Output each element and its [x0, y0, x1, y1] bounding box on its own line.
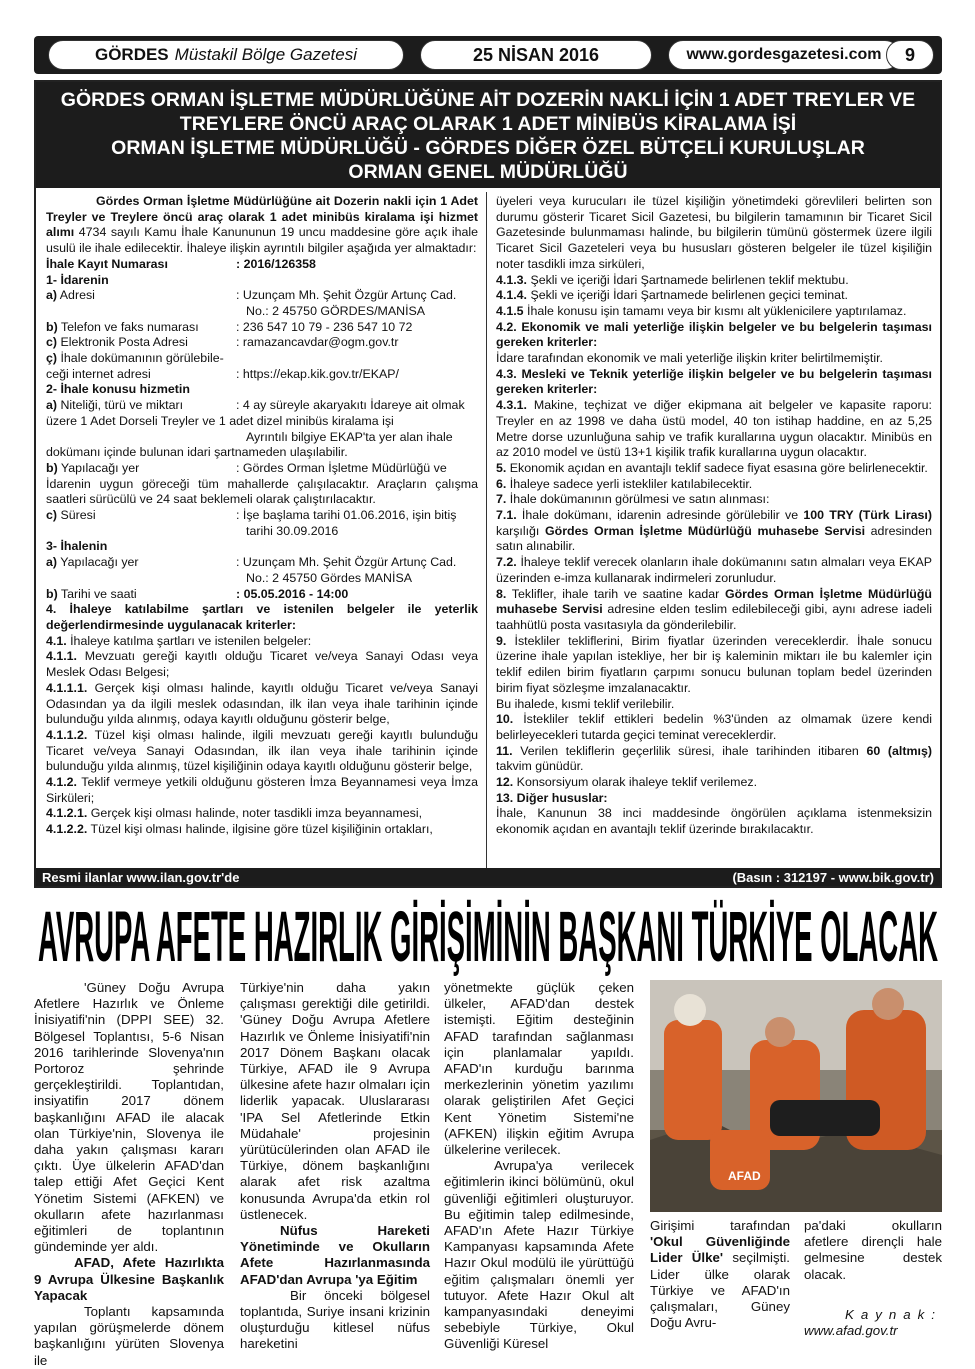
para-4-3-title: 4.3. Mesleki ve Teknik yeterliğe ilişkin belgeler ve bu belgelerin taşıması gereken kriterler:	[496, 366, 932, 397]
para-4-1-4: 4.1.4. Şekli ve içeriği İdari Şartnamede belirlenen geçici teminat.	[496, 288, 848, 303]
source-label: Kaynak:	[844, 1306, 942, 1322]
masthead-bar	[34, 36, 942, 74]
news-para: Bir önceki bölgesel toplantıda, Suriye insani krizinin oluşturduğu kitlesel nüfus hareketini	[240, 1287, 430, 1352]
news-headline-text: AVRUPA AFETE HAZIRLIK GİRİŞİMİNİN BAŞKANI TÜRKİYE OLACAK	[38, 895, 938, 977]
para-11: 11. Verilen tekliflerin geçerlilik süresi, ihale tarihinden itibaren 60 (altmış) takvim günüdür.	[496, 743, 932, 774]
para-8: 8. Teklifler, ihale tarih ve saatine kadar Gördes Orman İşletme Müdürlüğü muhasebe Servisi adresine elden teslim edilebileceği gibi, aynı adrese iadeli taahhütlü posta vasıtasıyla da gönderilebilir.	[496, 586, 933, 632]
news-para: Girişimi tarafından 'Okul Güvenliğinde Lider Ülke' seçilmişti. Lider ülke olarak Türkiye ve AFAD'ın çalışmaları, Güney Doğu Avru-	[650, 1218, 790, 1331]
footer-left: Resmi ilanlar www.ilan.gov.tr'de	[42, 869, 240, 885]
ilan-title-line: ORMAN GENEL MÜDÜRLÜĞÜ	[348, 161, 628, 183]
section-2-title: 2- İhale konusu hizmetin	[46, 382, 190, 397]
news-para: yönetmekte güçlük çeken ülkeler, AFAD'dan destek istemişti. Eğitim desteğinin AFAD tarafından sağlanması için planlamalar yapıldı. AFAD'ın kurduğu barınma merkezlerinin yönetim yazılımı olarak geliştirilen Afet Geçici Kent Yönetim Sistemi'ne (AFKEN) ilişkin eğitim Avrupa ülkelerine verilecek.	[444, 980, 634, 1158]
news-para: pa'daki okulların afetlere dirençli hale gelmesine destek olacak.	[804, 1218, 942, 1282]
para-4-1-1-2: 4.1.1.2. Tüzel kişi olması halinde, ilgili mevzuatı gereği kayıtlı bulunduğu Ticaret ve/veya Sanayi Odasından, ilk ilan veya ihale tarihinin içinde bulunduğu yılda alınmış, tüzel kişiliğinin odaya kayıtlı olduğunu gösterir belge,	[46, 727, 478, 774]
para-13-title: 13. Diğer hususlar:	[496, 790, 608, 805]
news-column-3	[444, 980, 634, 1353]
ilan-left-column	[46, 194, 478, 838]
news-column-5	[804, 1218, 942, 1339]
nitelik-cont-3: dokümanı içinde bulunan idari şartnameden ulaşılabilir.	[46, 445, 348, 460]
adres-row-2: No.: 2 45750 GÖRDES/MANİSA	[246, 303, 426, 318]
para-12: 12. Konsorsiyum olarak ihaleye teklif verilemez.	[496, 775, 758, 790]
para-4-2-title: 4.2. Ekonomik ve mali yeterliğe ilişkin belgeler ve bu belgelerin taşıması gereken kriterler:	[496, 319, 932, 350]
nitelik-cont: üzere 1 Adet Dorseli Treyler ve 1 adet dizel minibüs kiralama işi	[46, 413, 394, 428]
news-column-1	[34, 980, 224, 1369]
ilan-intro: Gördes Orman İşletme Müdürlüğüne ait Dozerin nakli için 1 Adet Treyler ve Treylere öncü araç olarak 1 adet minibüs kiralama işi hizmet alımı 4734 sayılı Kamu İhale Kanununun 19 uncu maddesine göre açık ihale usulü ile ihale edilecektir. İhaleye ilişkin ayrıntılı bilgiler aşağıda yer almaktadır:	[46, 194, 478, 256]
ihale-yer-row: a) Yapılacağı yer : Uzunçam Mh. Şehit Özgür Artunç Cad.	[46, 555, 457, 570]
para-9-extra: Bu ihalede, kısmi teklif verilebilir.	[496, 696, 675, 711]
section-4-title: 4. İhaleye katılabilme şartları ve istenilen belgeler ile yeterlik değerlendirmesinde uygulanacak kriterler:	[46, 602, 478, 632]
news-para: Türkiye'nin daha yakın çalışması gerektiği dile getirildi. 'Güney Doğu Avrupa Afetlere Hazırlık ve Önleme İnisiyatifi'nin 2017 Dönem Başkanı olacak Türkiye, AFAD ile 9 Avrupa ülkesine afete hazır olmaları için liderlik yapacak. Uluslararası 'IPA Sel Afetlerinde Etkin Müdahale' projesinin yürütücülerinden olan AFAD ile Türkiye, dönem başkanlığını alarak afet risk azaltma konusunda Avrupa'da etkin rol üstlenecek.	[240, 980, 430, 1222]
news-headline	[34, 895, 942, 977]
source-url[interactable]: www.afad.gov.tr	[804, 1323, 898, 1339]
website-link[interactable]: www.gordesgazetesi.com	[668, 40, 900, 70]
adres-row: a) Adresi : Uzunçam Mh. Şehit Özgür Artunç Cad.	[46, 288, 457, 303]
para-4-1-2-2: 4.1.2.2. Tüzel kişi olması halinde, ilgisine göre tüzel kişiliğinin ortakları,	[46, 822, 433, 837]
ilan-title-line: ORMAN İŞLETME MÜDÜRLÜĞÜ - GÖRDES DİĞER ÖZEL BÜTÇELİ KURULUŞLAR	[111, 137, 865, 159]
dokuman-row: ceği internet adresi : https://ekap.kik.gov.tr/EKAP/	[46, 366, 399, 381]
afad-label: AFAD	[728, 1169, 761, 1183]
ilan-title	[36, 82, 940, 188]
para-4-1-2-1: 4.1.2.1. Gerçek kişi olması halinde, noter tasdikli imza beyannamesi,	[46, 806, 423, 821]
ilan-right-column	[496, 194, 932, 838]
paper-name-pill	[48, 40, 404, 70]
ilan-title-line: GÖRDES ORMAN İŞLETME MÜDÜRLÜĞÜNE AİT DOZERİN NAKLİ İÇİN 1 ADET TREYLER VE	[60, 89, 916, 111]
nitelik-cont-2: Ayrıntılı bilgiye EKAP'ta yer alan ihale	[246, 429, 453, 444]
column-divider	[486, 192, 487, 868]
news-subheading: Nüfus Hareketi Yönetiminde ve Okulların Afete Hazırlanmasında AFAD'dan Avrupa 'ya Eğitim	[240, 1223, 430, 1287]
section-1-title: 1- İdarenin	[46, 272, 109, 287]
kayit-row: İhale Kayıt Numarası : 2016/126358	[46, 256, 316, 271]
para-4-1-1: 4.1.1. Mevzuatı gereği kayıtlı olduğu Ticaret ve/veya Sanayi Odası veya Meslek Odası Belgesi;	[46, 649, 478, 680]
para-9: 9. İstekliler tekliflerini, Birim fiyatlar üzerinden vereceklerdir. İhale sonucu üzerine ihale yapılan istekliye, her bir iş kaleminin miktarı ile bu kalemler için teklif edilen birim fiyatların çarpımı sonucu bulunan toplam bedel üzerinden birim fiyat sözleşme imzalanacaktır.	[496, 633, 932, 695]
para-4-1-5: 4.1.5 İhale konusu işin tamamı veya bir kısmı alt yüklenicilere yaptırılamaz.	[496, 303, 907, 318]
page-number: 9	[886, 40, 934, 70]
afad-rescue-photo	[650, 980, 942, 1212]
ilan-title-line: TREYLERE ÖNCÜ ARAÇ OLARAK 1 ADET MİNİBÜS KİRALAMA İŞİ	[179, 113, 797, 135]
email-row: c) Elektronik Posta Adresi : ramazancavdar@ogm.gov.tr	[46, 335, 399, 350]
section-3-title: 3- İhalenin	[46, 539, 108, 554]
para-7: 7. İhale dokümanının görülmesi ve satın alınması:	[496, 492, 770, 507]
para-4-1-2: 4.1.2. Teklif vermeye yetkili olduğunu gösteren İmza Beyannamesi veya İmza Sirküleri;	[46, 775, 478, 805]
tarih-row: b) Tarihi ve saati : 05.05.2016 - 14:00	[46, 586, 349, 601]
news-column-2	[240, 980, 430, 1353]
para-4-1-1-1: 4.1.1.1. Gerçek kişi olması halinde, kayıtlı olduğu Ticaret ve/veya Sanayi Odasından ya da ilgili meslek odasından, ilk ilan veya ihale tarihinin içinde bulunduğu yılda alınmış, odaya kayıtlı olduğunu gösterir belge,	[46, 680, 478, 727]
news-para: Avrupa'ya verilecek eğitimlerin ikinci bölümünü, okul güvenliği eğitimleri oluşturuyor. Bu eğitimin talep edilmesinde, AFAD'ın Afete Hazır Türkiye Kampanyası kapsamında Afete Hazır Okul modülü ile yürüttüğü eğitim çalışmaları önemli yer tutuyor. Afete Hazır Okul alt kampanyasındaki deneyimi sebebiyle Türkiye, Okul Güvenliği Küresel	[444, 1158, 634, 1352]
para-4-2: İdare tarafından ekonomik ve mali yeterliğe ilişkin kriter belirtilmemiştir.	[496, 351, 884, 366]
para-10: 10. İstekliler teklif ettikleri bedelin %3'ünden az olmamak üzere kendi belirleyecekleri tutarda geçici teminat vereceklerdir.	[496, 712, 932, 742]
para-cont: üyeleri veya kurucuları ile tüzel kişiliğin yönetimdeki görevlileri belirten son durumu gösterir Ticaret Sicil Gazetesi, bu bilgilerin tamamının bir Ticaret Sicil Gazetesinde bulunmaması halinde, bu bilgilerin tümünü göstermek üzere ilgili Ticaret Sicil Gazeteleri veya bu hususları gösteren belgeler ile tüzel kişiliğin noter tasdikli imza sirküleri,	[496, 194, 932, 271]
yer-row: b) Yapılacağı yer : Gördes Orman İşletme Müdürlüğü ve	[46, 460, 447, 475]
nitelik-row: a) Niteliği, türü ve miktarı : 4 ay süreyle akaryakıtı İdareye ait olmak	[46, 398, 465, 413]
issue-date: 25 NİSAN 2016	[420, 40, 652, 70]
para-4-1: 4.1. İhaleye katılma şartları ve istenilen belgeler:	[46, 633, 312, 648]
para-13: İhale, Kanunun 38 inci maddesinde öngörülen açıklama istenmeksizin ekonomik açıdan en avantajlı teklif üzerinde bırakılacaktır.	[496, 806, 932, 837]
dokuman-label: ç) İhale dokümanının görülebile-	[46, 351, 224, 366]
news-subheading: AFAD, Afete Hazırlıkta 9 Avrupa Ülkesine Başkanlık Yapacak	[34, 1255, 224, 1303]
footer-right: (Basın : 312197 - www.bik.gov.tr)	[732, 869, 934, 885]
para-7-2: 7.2. İhaleye teklif verecek olanların ihale dokümanını satın almaları veya EKAP üzerinden e-imza kullanarak indirmeleri zorunludur.	[496, 555, 932, 585]
para-5: 5. Ekonomik açıdan en avantajlı teklif sadece fiyat esasına göre belirlenecektir.	[496, 460, 928, 475]
news-column-4	[650, 1218, 790, 1331]
ilan-footer	[36, 868, 940, 886]
para-7-1: 7.1. İhale dokümanı, idarenin adresinde görülebilir ve 100 TRY (Türk Lirası) karşılığı Gördes Orman İşletme Müdürlüğü muhasebe Servisi adresinden satın alınabilir.	[496, 508, 932, 554]
para-4-1-3: 4.1.3. Şekli ve içeriği İdari Şartnamede belirlenen teklif mektubu.	[496, 272, 849, 287]
sure-row-2: tarihi 30.09.2016	[246, 523, 339, 538]
sure-row: c) Süresi : İşe başlama tarihi 01.06.2016, işin bitiş	[46, 508, 457, 523]
paper-subtitle: Müstakil Bölge Gazetesi	[174, 45, 358, 64]
para-4-3-1: 4.3.1. Makine, teçhizat ve diğer ekipmana ait belgeler ve kapasite raporu: Treyler en az 1998 ve daha üstü model, 40 ton istihap haddine, en az 5,25 Metre dorse uzunluğuna sahip ve trafik kurallarına uygun olacaktır. Minibüs en az 2010 model ve üstü 13+1 kişilik trafik kurallarına uygun olacaktır.	[496, 398, 932, 460]
paper-name: GÖRDES	[94, 45, 169, 64]
news-para: Toplantı kapsamında yapılan görüşmelerde dönem başkanlığını yürüten Slovenya ile	[34, 1304, 224, 1368]
news-para: 'Güney Doğu Avrupa Afetlere Hazırlık ve Önleme İnisiyatifi'nin (DPPI SEE) 32. Bölgesel Toplantısı, 5-6 Nisan 2016 tarihlerinde Slovenya'nın Portoroz şehrinde gerçekleştirildi. Toplantıdan, insiyatifin 2017 dönem başkanlığını AFAD ile alacak olan Türkiye'nin, Slovenya ile daha yakın çalışması kararı çıktı. Üye ülkelerin AFAD'dan talep ettiği Afet Geçici Kent Yönetim Sistemi (AFKEN) ve okulların afete hazırlanması eğitimleri de toplantının gündeminde yer aldı.	[34, 980, 224, 1255]
para-6: 6. İhaleye sadece yerli istekliler katılabilecektir.	[496, 476, 753, 491]
yer-cont: İdarenin uygun göreceği tüm mahallerde çalışılacaktır. Araçların çalışma saatleri sürücülü ve 24 saat beklemeli olarak çalıştırılacaktır.	[46, 476, 478, 507]
ihale-yer-row-2: No.: 2 45750 Gördes MANİSA	[246, 570, 412, 585]
telefon-row: b) Telefon ve faks numarası : 236 547 10 79 - 236 547 10 72	[46, 319, 413, 334]
